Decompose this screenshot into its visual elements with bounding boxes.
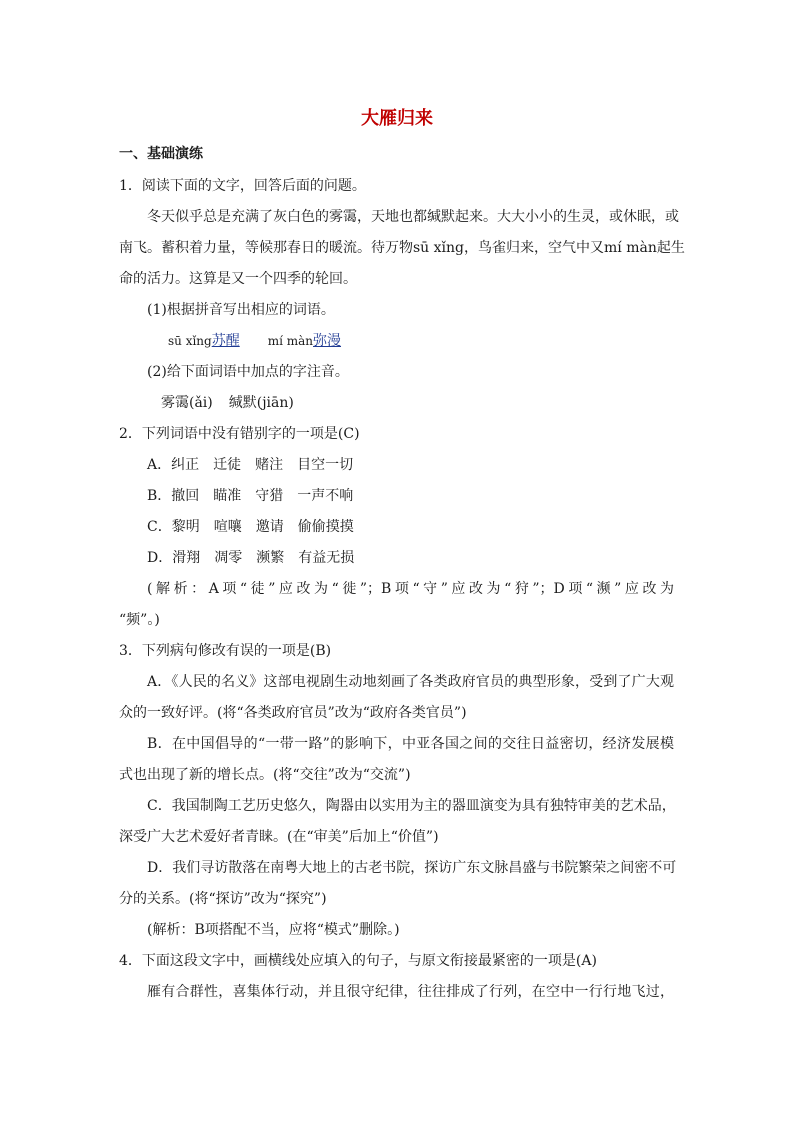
q3-option-a-line-1: A．《人民的名义》这部电视剧生动地刻画了各类政府官员的典型形象，受到了广大观 [147, 674, 674, 690]
question-2-stem: 2．下列词语中没有错别字的一项是(C) [119, 426, 360, 442]
q1-subquestion-1: (1)根据拼音写出相应的词语。 [147, 302, 335, 318]
document-title: 大雁归来 [361, 108, 433, 129]
q4-passage-line-1: 雁有合群性，喜集体行动，并且很守纪律，往往排成了行列，在空中一行行地飞过， [147, 984, 674, 1000]
q3-explanation: (解析：B项搭配不当，应将“模式”删除。) [147, 922, 400, 938]
q2-explanation-line-1: (解析：A项“徒”应改为“徙”；B项“守”应改为“狩”；D项“濒”应改为 [147, 581, 674, 597]
pinyin-label: mí màn [267, 334, 314, 348]
q2-option-d: D．滑翔 凋零 濒繁 有益无损 [147, 550, 355, 566]
q2-explanation-line-2: “频”。) [119, 612, 160, 628]
q2-option-c: C．黎明 喧嚷 邀请 偷偷摸摸 [147, 519, 354, 535]
q3-option-b-line-1: B．在中国倡导的“一带一路”的影响下，中亚各国之间的交往日益密切，经济发展模 [147, 736, 674, 752]
pinyin-label: sū xǐng [168, 334, 212, 348]
q3-option-b-line-2: 式也出现了新的增长点。(将“交往”改为“交流”) [119, 767, 411, 783]
answer-word: 弥漫 [313, 333, 342, 349]
q2-option-b: B．撤回 瞄准 守猎 一声不响 [147, 488, 354, 504]
answer-word: 雾霭(ǎi) [161, 395, 213, 411]
q1-sub1-answer-line [168, 331, 728, 351]
q3-option-c-line-1: C．我国制陶工艺历史悠久，陶器由以实用为主的器皿演变为具有独特审美的艺术品， [147, 798, 676, 814]
q3-option-d-line-2: 分的关系。(将“探访”改为“探究”) [119, 891, 327, 907]
answer-word: 苏醒 [211, 333, 240, 349]
q3-option-c-line-2: 深受广大艺术爱好者青睐。(在“审美”后加上“价值”) [119, 829, 439, 845]
q1-sub2-answer-line [161, 393, 721, 413]
question-4-stem: 4．下面这段文字中，画横线处应填入的句子，与原文衔接最紧密的一项是(A) [119, 953, 597, 969]
q1-subquestion-2: (2)给下面词语中加点的字注音。 [147, 364, 349, 380]
q3-option-a-line-2: 众的一致好评。(将“各类政府官员”改为“政府各类官员”) [119, 705, 467, 721]
question-1-stem: 1．阅读下面的文字，回答后面的问题。 [119, 178, 366, 194]
question-3-stem: 3．下列病句修改有误的一项是(B) [119, 643, 332, 659]
q1-passage-line-2: 南飞。蓄积着力量，等候那春日的暖流。待万物sū xǐng，鸟雀归来，空气中又mí màn起生 [119, 240, 685, 256]
q1-passage-line-3: 命的活力。这算是又一个四季的轮回。 [119, 271, 357, 287]
q2-option-a: A．纠正 迁徒 赌注 目空一切 [147, 457, 354, 473]
q1-passage-line-1: 冬天似乎总是充满了灰白色的雾霭，天地也都缄默起来。大大小小的生灵，或休眠，或 [147, 209, 679, 225]
section-heading: 一、基础演练 [119, 146, 203, 162]
answer-word: 缄默(jiān) [228, 395, 294, 411]
q3-option-d-line-1: D．我们寻访散落在南粤大地上的古老书院，探访广东文脉昌盛与书院繁荣之间密不可 [147, 860, 677, 876]
